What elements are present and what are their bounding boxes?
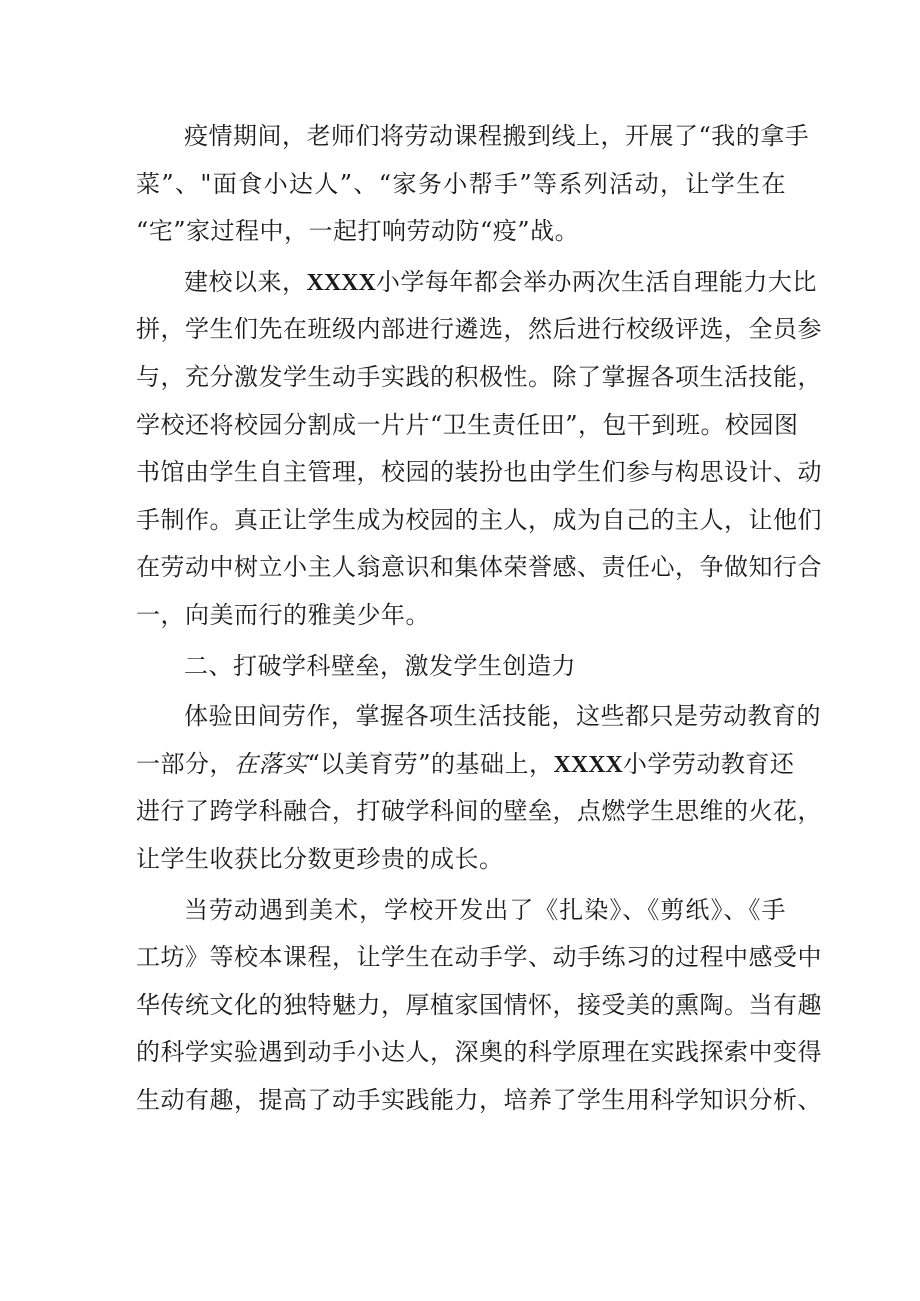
text-line: 进行了跨学科融合，打破学科间的壁垒，点燃学生思维的火花， bbox=[136, 797, 822, 826]
section-heading: 二、打破学科壁垒，激发学生创造力 bbox=[184, 651, 576, 680]
text-line bbox=[136, 259, 817, 307]
school-name-placeholder: XXXX bbox=[553, 751, 623, 778]
paragraph-art-science bbox=[136, 887, 822, 1125]
text-line: 菜”、"面食小达人”、“家务小帮手”等系列活动，让学生在 bbox=[136, 169, 786, 198]
text-line: 体验田间劳作，掌握各项生活技能，这些都只是劳动教育的 bbox=[184, 702, 821, 731]
school-name-placeholder: XXXX bbox=[306, 269, 376, 296]
document-body bbox=[136, 113, 822, 1124]
paragraph-self-care-contest bbox=[136, 259, 822, 640]
text-line: 书馆由学生自主管理，校园的装扮也由学生们参与构思设计、动 bbox=[136, 458, 822, 487]
text-line: 学校还将校园分割成一片片“卫生责任田”，包干到班。校园图 bbox=[136, 410, 799, 439]
paragraph-epidemic-labor bbox=[136, 113, 810, 256]
text-line: 工坊》等校本课程，让学生在动手学、动手练习的过程中感受中 bbox=[136, 943, 822, 972]
text-line: 生动有趣，提高了动手实践能力，培养了学生用科学知识分析、 bbox=[136, 1085, 822, 1114]
italic-text-run: 在落实 bbox=[234, 749, 308, 778]
text-line: 拼，学生们先在班级内部进行遴选，然后进行校级评选，全员参 bbox=[136, 315, 822, 344]
text-run: “以美育劳”的基础上， bbox=[307, 749, 554, 778]
text-line: 华传统文化的独特魅力，厚植家国情怀，接受美的熏陶。当有趣 bbox=[136, 990, 822, 1019]
text-run: 小学劳动教育还 bbox=[622, 749, 795, 778]
text-line: 疫情期间，老师们将劳动课程搬到线上，开展了“我的拿手 bbox=[184, 122, 810, 150]
text-run: 建校以来， bbox=[184, 267, 307, 296]
text-line bbox=[136, 741, 795, 789]
text-line: 当劳动遇到美术，学校开发出了《扎染》、《剪纸》、《手 bbox=[184, 895, 786, 924]
text-run: 一部分， bbox=[136, 749, 234, 778]
text-line: 一，向美而行的雅美少年。 bbox=[136, 600, 430, 629]
text-line: 的科学实验遇到动手小达人，深奥的科学原理在实践探索中变得 bbox=[136, 1038, 822, 1067]
text-line: “宅”家过程中，一起打响劳动防“疫”战。 bbox=[136, 217, 580, 246]
text-line: 在劳动中树立小主人翁意识和集体荣誉感、责任心，争做知行合 bbox=[136, 553, 822, 582]
text-line: 与，充分激发学生动手实践的积极性。除了掌握各项生活技能， bbox=[136, 362, 822, 391]
paragraph-cross-discipline bbox=[136, 693, 822, 883]
text-line: 让学生收获比分数更珍贵的成长。 bbox=[136, 844, 504, 873]
text-run: 小学每年都会举办两次生活自理能力大比 bbox=[375, 267, 817, 296]
text-line: 手制作。真正让学生成为校园的主人，成为自己的主人，让他们 bbox=[136, 505, 822, 534]
